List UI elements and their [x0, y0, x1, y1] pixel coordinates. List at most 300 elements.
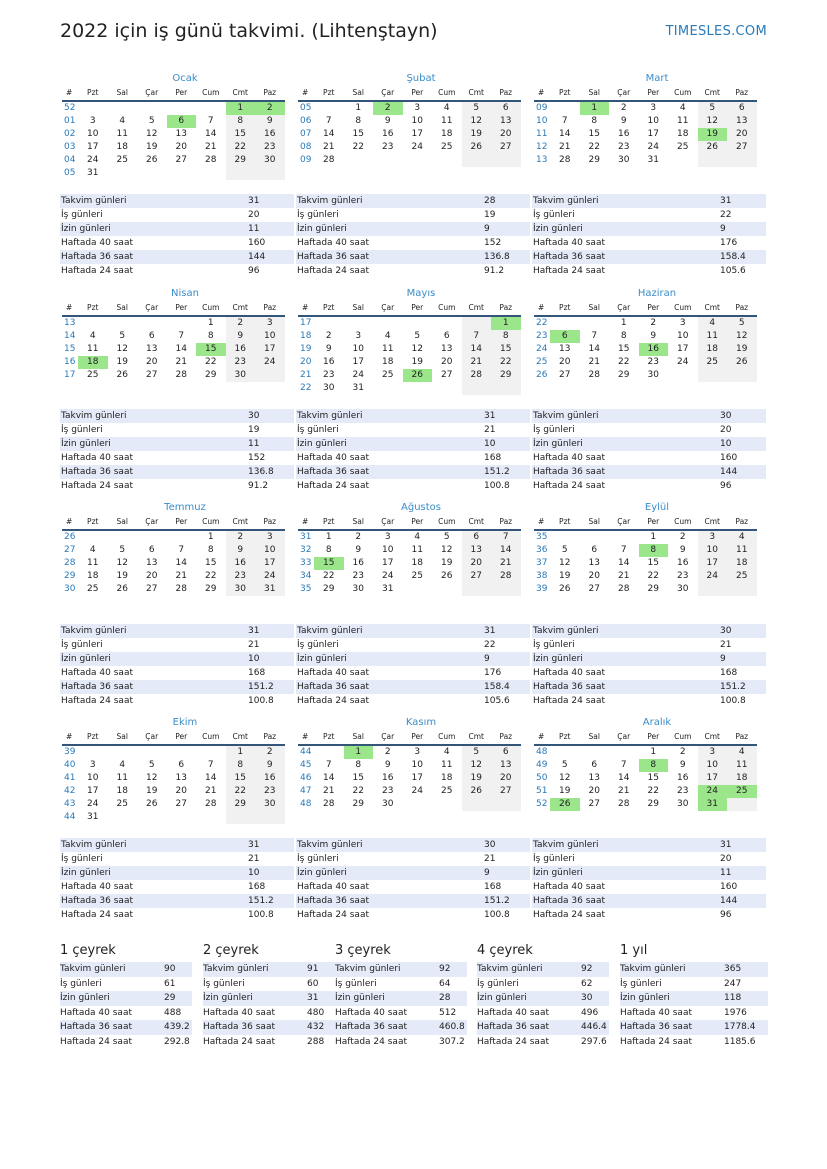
day-cell[interactable]: 1 [325, 532, 332, 542]
day-cell[interactable]: 22 [618, 357, 630, 367]
day-cell[interactable]: 5 [119, 545, 126, 555]
day-cell[interactable]: 26 [727, 356, 757, 369]
day-cell[interactable]: 1 [355, 103, 362, 113]
day-cell[interactable]: 16 [323, 357, 335, 367]
day-cell[interactable]: 28 [559, 155, 571, 165]
day-cell[interactable]: 18 [698, 343, 728, 356]
day-cell[interactable]: 18 [727, 557, 757, 570]
day-cell[interactable]: 26 [116, 370, 128, 380]
day-cell[interactable]: 21 [618, 786, 630, 796]
day-cell[interactable]: 21 [175, 571, 187, 581]
day-cell[interactable]: 12 [559, 558, 571, 568]
day-cell[interactable]: 6 [462, 531, 492, 544]
day-cell[interactable]: 9 [679, 545, 686, 555]
day-cell[interactable]: 30 [255, 798, 285, 811]
day-cell[interactable]: 20 [727, 128, 757, 141]
day-cell[interactable]: 5 [727, 317, 757, 330]
day-cell[interactable]: 30 [323, 383, 335, 393]
day-cell[interactable]: 17 [255, 557, 285, 570]
day-cell[interactable]: 30 [647, 370, 659, 380]
day-cell[interactable]: 16 [618, 129, 630, 139]
day-cell[interactable]: 22 [226, 785, 256, 798]
day-cell[interactable]: 21 [618, 571, 630, 581]
day-cell[interactable]: 19 [116, 571, 128, 581]
holiday-day-cell[interactable]: 31 [698, 798, 728, 811]
day-cell[interactable]: 28 [205, 155, 217, 165]
day-cell[interactable]: 14 [175, 344, 187, 354]
day-cell[interactable]: 1 [620, 318, 627, 328]
day-cell[interactable]: 17 [698, 557, 728, 570]
day-cell[interactable]: 19 [146, 142, 158, 152]
day-cell[interactable]: 13 [727, 115, 757, 128]
day-cell[interactable]: 10 [647, 116, 659, 126]
day-cell[interactable]: 11 [411, 545, 423, 555]
day-cell[interactable]: 4 [679, 103, 686, 113]
day-cell[interactable]: 2 [679, 532, 686, 542]
day-cell[interactable]: 29 [226, 798, 256, 811]
day-cell[interactable]: 19 [727, 343, 757, 356]
day-cell[interactable]: 14 [175, 558, 187, 568]
day-cell[interactable]: 8 [207, 545, 214, 555]
day-cell[interactable]: 5 [148, 760, 155, 770]
day-cell[interactable]: 7 [620, 545, 627, 555]
day-cell[interactable]: 10 [698, 759, 728, 772]
day-cell[interactable]: 8 [207, 331, 214, 341]
day-cell[interactable]: 24 [647, 142, 659, 152]
holiday-day-cell[interactable]: 1 [344, 746, 374, 759]
day-cell[interactable]: 17 [411, 129, 423, 139]
day-cell[interactable]: 30 [226, 583, 256, 596]
day-cell[interactable]: 3 [679, 318, 686, 328]
day-cell[interactable]: 10 [255, 330, 285, 343]
day-cell[interactable]: 13 [491, 759, 521, 772]
day-cell[interactable]: 23 [677, 786, 689, 796]
day-cell[interactable]: 25 [677, 142, 689, 152]
day-cell[interactable]: 19 [559, 571, 571, 581]
day-cell[interactable]: 18 [87, 571, 99, 581]
day-cell[interactable]: 22 [226, 141, 256, 154]
day-cell[interactable]: 31 [647, 155, 659, 165]
day-cell[interactable]: 13 [441, 344, 453, 354]
day-cell[interactable]: 23 [226, 570, 256, 583]
day-cell[interactable]: 14 [205, 773, 217, 783]
holiday-day-cell[interactable]: 18 [78, 356, 108, 369]
day-cell[interactable]: 26 [116, 584, 128, 594]
day-cell[interactable]: 6 [591, 760, 598, 770]
day-cell[interactable]: 11 [382, 344, 394, 354]
holiday-day-cell[interactable]: 15 [314, 557, 344, 570]
holiday-day-cell[interactable]: 24 [698, 785, 728, 798]
day-cell[interactable]: 20 [588, 571, 600, 581]
day-cell[interactable]: 29 [588, 155, 600, 165]
day-cell[interactable]: 9 [255, 759, 285, 772]
day-cell[interactable]: 22 [491, 356, 521, 369]
day-cell[interactable]: 2 [679, 747, 686, 757]
holiday-day-cell[interactable]: 26 [550, 798, 580, 811]
day-cell[interactable]: 24 [352, 370, 364, 380]
day-cell[interactable]: 19 [146, 786, 158, 796]
day-cell[interactable]: 22 [647, 571, 659, 581]
day-cell[interactable]: 8 [355, 116, 362, 126]
day-cell[interactable]: 17 [647, 129, 659, 139]
day-cell[interactable]: 15 [205, 558, 217, 568]
day-cell[interactable]: 13 [146, 558, 158, 568]
day-cell[interactable]: 1 [207, 532, 214, 542]
day-cell[interactable]: 12 [462, 759, 492, 772]
day-cell[interactable]: 14 [618, 558, 630, 568]
day-cell[interactable]: 23 [677, 571, 689, 581]
day-cell[interactable]: 28 [491, 570, 521, 583]
day-cell[interactable]: 13 [175, 129, 187, 139]
day-cell[interactable]: 3 [255, 317, 285, 330]
day-cell[interactable]: 12 [411, 344, 423, 354]
day-cell[interactable]: 25 [727, 570, 757, 583]
day-cell[interactable]: 2 [255, 746, 285, 759]
day-cell[interactable]: 9 [620, 116, 627, 126]
day-cell[interactable]: 6 [591, 545, 598, 555]
day-cell[interactable]: 4 [384, 331, 391, 341]
day-cell[interactable]: 9 [355, 545, 362, 555]
day-cell[interactable]: 26 [559, 584, 571, 594]
day-cell[interactable]: 5 [561, 545, 568, 555]
day-cell[interactable]: 30 [255, 154, 285, 167]
day-cell[interactable]: 18 [727, 772, 757, 785]
day-cell[interactable]: 8 [226, 759, 256, 772]
day-cell[interactable]: 27 [175, 799, 187, 809]
day-cell[interactable]: 20 [491, 772, 521, 785]
day-cell[interactable]: 28 [205, 799, 217, 809]
day-cell[interactable]: 27 [727, 141, 757, 154]
day-cell[interactable]: 6 [443, 331, 450, 341]
day-cell[interactable]: 14 [205, 129, 217, 139]
day-cell[interactable]: 23 [382, 786, 394, 796]
day-cell[interactable]: 17 [87, 786, 99, 796]
holiday-day-cell[interactable]: 15 [196, 343, 226, 356]
day-cell[interactable]: 20 [175, 786, 187, 796]
day-cell[interactable]: 28 [462, 369, 492, 382]
day-cell[interactable]: 18 [441, 129, 453, 139]
day-cell[interactable]: 7 [207, 760, 214, 770]
day-cell[interactable]: 13 [175, 773, 187, 783]
day-cell[interactable]: 2 [620, 103, 627, 113]
day-cell[interactable]: 31 [87, 168, 99, 178]
day-cell[interactable]: 12 [698, 115, 728, 128]
day-cell[interactable]: 27 [491, 785, 521, 798]
day-cell[interactable]: 16 [677, 558, 689, 568]
day-cell[interactable]: 10 [411, 760, 423, 770]
day-cell[interactable]: 29 [323, 584, 335, 594]
day-cell[interactable]: 26 [146, 799, 158, 809]
day-cell[interactable]: 11 [441, 760, 453, 770]
day-cell[interactable]: 11 [727, 759, 757, 772]
day-cell[interactable]: 10 [87, 773, 99, 783]
day-cell[interactable]: 17 [677, 344, 689, 354]
day-cell[interactable]: 3 [650, 103, 657, 113]
day-cell[interactable]: 27 [462, 570, 492, 583]
day-cell[interactable]: 9 [226, 330, 256, 343]
day-cell[interactable]: 4 [414, 532, 421, 542]
day-cell[interactable]: 7 [491, 531, 521, 544]
day-cell[interactable]: 25 [87, 370, 99, 380]
day-cell[interactable]: 28 [175, 370, 187, 380]
day-cell[interactable]: 9 [325, 344, 332, 354]
day-cell[interactable]: 29 [205, 370, 217, 380]
day-cell[interactable]: 28 [175, 584, 187, 594]
day-cell[interactable]: 15 [647, 773, 659, 783]
day-cell[interactable]: 2 [226, 531, 256, 544]
day-cell[interactable]: 30 [382, 799, 394, 809]
day-cell[interactable]: 21 [559, 142, 571, 152]
day-cell[interactable]: 22 [647, 786, 659, 796]
day-cell[interactable]: 1 [207, 318, 214, 328]
day-cell[interactable]: 14 [323, 129, 335, 139]
day-cell[interactable]: 14 [559, 129, 571, 139]
holiday-day-cell[interactable]: 1 [491, 317, 521, 330]
day-cell[interactable]: 6 [491, 102, 521, 115]
day-cell[interactable]: 26 [462, 141, 492, 154]
day-cell[interactable]: 29 [647, 584, 659, 594]
day-cell[interactable]: 17 [352, 357, 364, 367]
day-cell[interactable]: 20 [175, 142, 187, 152]
day-cell[interactable]: 28 [323, 799, 335, 809]
day-cell[interactable]: 31 [382, 584, 394, 594]
day-cell[interactable]: 22 [205, 357, 217, 367]
day-cell[interactable]: 12 [559, 773, 571, 783]
day-cell[interactable]: 21 [205, 142, 217, 152]
day-cell[interactable]: 16 [255, 772, 285, 785]
holiday-day-cell[interactable]: 2 [255, 102, 285, 115]
day-cell[interactable]: 15 [352, 129, 364, 139]
day-cell[interactable]: 12 [116, 558, 128, 568]
holiday-day-cell[interactable]: 6 [550, 330, 580, 343]
day-cell[interactable]: 24 [255, 570, 285, 583]
day-cell[interactable]: 23 [226, 356, 256, 369]
day-cell[interactable]: 17 [698, 772, 728, 785]
day-cell[interactable]: 11 [441, 116, 453, 126]
day-cell[interactable]: 9 [255, 115, 285, 128]
day-cell[interactable]: 5 [698, 102, 728, 115]
day-cell[interactable]: 12 [146, 129, 158, 139]
day-cell[interactable]: 31 [352, 383, 364, 393]
day-cell[interactable]: 9 [226, 544, 256, 557]
day-cell[interactable]: 8 [620, 331, 627, 341]
day-cell[interactable]: 3 [414, 747, 421, 757]
day-cell[interactable]: 4 [89, 545, 96, 555]
day-cell[interactable]: 27 [588, 584, 600, 594]
day-cell[interactable]: 8 [226, 115, 256, 128]
day-cell[interactable]: 25 [116, 155, 128, 165]
day-cell[interactable]: 30 [226, 369, 256, 382]
brand-link[interactable]: TIMESLES.COM [665, 24, 767, 39]
day-cell[interactable]: 24 [87, 155, 99, 165]
day-cell[interactable]: 25 [116, 799, 128, 809]
day-cell[interactable]: 26 [441, 571, 453, 581]
day-cell[interactable]: 24 [255, 356, 285, 369]
holiday-day-cell[interactable]: 6 [167, 115, 197, 128]
day-cell[interactable]: 19 [462, 128, 492, 141]
day-cell[interactable]: 3 [698, 531, 728, 544]
day-cell[interactable]: 14 [618, 773, 630, 783]
day-cell[interactable]: 15 [618, 344, 630, 354]
day-cell[interactable]: 12 [462, 115, 492, 128]
day-cell[interactable]: 24 [698, 570, 728, 583]
day-cell[interactable]: 21 [462, 356, 492, 369]
day-cell[interactable]: 16 [382, 773, 394, 783]
day-cell[interactable]: 6 [178, 760, 185, 770]
day-cell[interactable]: 7 [325, 116, 332, 126]
day-cell[interactable]: 3 [89, 760, 96, 770]
day-cell[interactable]: 20 [462, 557, 492, 570]
day-cell[interactable]: 25 [698, 356, 728, 369]
day-cell[interactable]: 13 [491, 115, 521, 128]
day-cell[interactable]: 4 [119, 116, 126, 126]
day-cell[interactable]: 27 [146, 370, 158, 380]
day-cell[interactable]: 7 [207, 116, 214, 126]
day-cell[interactable]: 28 [618, 584, 630, 594]
day-cell[interactable]: 21 [323, 786, 335, 796]
day-cell[interactable]: 28 [323, 155, 335, 165]
day-cell[interactable]: 6 [148, 545, 155, 555]
day-cell[interactable]: 7 [462, 330, 492, 343]
holiday-day-cell[interactable]: 8 [639, 544, 669, 557]
day-cell[interactable]: 31 [255, 583, 285, 596]
day-cell[interactable]: 21 [588, 357, 600, 367]
day-cell[interactable]: 28 [618, 799, 630, 809]
day-cell[interactable]: 4 [698, 317, 728, 330]
day-cell[interactable]: 16 [677, 773, 689, 783]
day-cell[interactable]: 4 [89, 331, 96, 341]
day-cell[interactable]: 4 [443, 747, 450, 757]
day-cell[interactable]: 18 [116, 786, 128, 796]
day-cell[interactable]: 12 [441, 545, 453, 555]
day-cell[interactable]: 9 [384, 116, 391, 126]
holiday-day-cell[interactable]: 16 [639, 343, 669, 356]
day-cell[interactable]: 6 [727, 102, 757, 115]
day-cell[interactable]: 24 [411, 142, 423, 152]
day-cell[interactable]: 3 [255, 531, 285, 544]
holiday-day-cell[interactable]: 19 [698, 128, 728, 141]
day-cell[interactable]: 6 [148, 331, 155, 341]
day-cell[interactable]: 10 [87, 129, 99, 139]
day-cell[interactable]: 27 [441, 370, 453, 380]
day-cell[interactable]: 10 [352, 344, 364, 354]
day-cell[interactable]: 24 [411, 786, 423, 796]
day-cell[interactable]: 10 [411, 116, 423, 126]
day-cell[interactable]: 18 [411, 558, 423, 568]
day-cell[interactable]: 21 [491, 557, 521, 570]
day-cell[interactable]: 5 [443, 532, 450, 542]
day-cell[interactable]: 21 [323, 142, 335, 152]
day-cell[interactable]: 20 [559, 357, 571, 367]
day-cell[interactable]: 11 [727, 544, 757, 557]
day-cell[interactable]: 13 [146, 344, 158, 354]
day-cell[interactable]: 3 [355, 331, 362, 341]
day-cell[interactable]: 15 [588, 129, 600, 139]
day-cell[interactable]: 21 [175, 357, 187, 367]
day-cell[interactable]: 12 [146, 773, 158, 783]
day-cell[interactable]: 19 [559, 786, 571, 796]
day-cell[interactable]: 5 [119, 331, 126, 341]
day-cell[interactable]: 25 [441, 786, 453, 796]
day-cell[interactable]: 22 [323, 571, 335, 581]
day-cell[interactable]: 14 [588, 344, 600, 354]
day-cell[interactable]: 14 [462, 343, 492, 356]
day-cell[interactable]: 27 [175, 155, 187, 165]
day-cell[interactable]: 3 [384, 532, 391, 542]
day-cell[interactable]: 22 [352, 786, 364, 796]
day-cell[interactable]: 4 [727, 746, 757, 759]
day-cell[interactable]: 3 [414, 103, 421, 113]
day-cell[interactable]: 27 [491, 141, 521, 154]
day-cell[interactable]: 15 [226, 772, 256, 785]
day-cell[interactable]: 6 [491, 746, 521, 759]
day-cell[interactable]: 5 [414, 331, 421, 341]
day-cell[interactable]: 23 [647, 357, 659, 367]
day-cell[interactable]: 7 [178, 331, 185, 341]
day-cell[interactable]: 2 [650, 318, 657, 328]
day-cell[interactable]: 16 [382, 129, 394, 139]
day-cell[interactable]: 11 [677, 116, 689, 126]
day-cell[interactable]: 18 [441, 773, 453, 783]
day-cell[interactable]: 27 [146, 584, 158, 594]
day-cell[interactable]: 3 [89, 116, 96, 126]
day-cell[interactable]: 30 [618, 155, 630, 165]
day-cell[interactable]: 18 [677, 129, 689, 139]
day-cell[interactable]: 24 [382, 571, 394, 581]
day-cell[interactable]: 15 [226, 128, 256, 141]
day-cell[interactable]: 12 [727, 330, 757, 343]
day-cell[interactable]: 23 [255, 141, 285, 154]
day-cell[interactable]: 8 [491, 330, 521, 343]
day-cell[interactable]: 16 [352, 558, 364, 568]
day-cell[interactable]: 17 [87, 142, 99, 152]
day-cell[interactable]: 20 [146, 357, 158, 367]
day-cell[interactable]: 7 [561, 116, 568, 126]
day-cell[interactable]: 30 [677, 584, 689, 594]
holiday-day-cell[interactable]: 1 [580, 102, 610, 115]
day-cell[interactable]: 14 [323, 773, 335, 783]
day-cell[interactable]: 11 [698, 330, 728, 343]
day-cell[interactable]: 1 [226, 746, 256, 759]
day-cell[interactable]: 19 [411, 357, 423, 367]
day-cell[interactable]: 8 [325, 545, 332, 555]
day-cell[interactable]: 11 [87, 344, 99, 354]
day-cell[interactable]: 19 [462, 772, 492, 785]
day-cell[interactable]: 31 [87, 812, 99, 822]
day-cell[interactable]: 17 [255, 343, 285, 356]
day-cell[interactable]: 7 [325, 760, 332, 770]
day-cell[interactable]: 9 [384, 760, 391, 770]
holiday-day-cell[interactable]: 25 [727, 785, 757, 798]
day-cell[interactable]: 15 [647, 558, 659, 568]
day-cell[interactable]: 5 [462, 102, 492, 115]
day-cell[interactable]: 29 [647, 799, 659, 809]
day-cell[interactable]: 8 [591, 116, 598, 126]
day-cell[interactable]: 23 [618, 142, 630, 152]
day-cell[interactable]: 25 [87, 584, 99, 594]
day-cell[interactable]: 21 [205, 786, 217, 796]
day-cell[interactable]: 20 [491, 128, 521, 141]
day-cell[interactable]: 7 [591, 331, 598, 341]
day-cell[interactable]: 28 [588, 370, 600, 380]
day-cell[interactable]: 3 [698, 746, 728, 759]
day-cell[interactable]: 18 [116, 142, 128, 152]
day-cell[interactable]: 9 [650, 331, 657, 341]
day-cell[interactable]: 26 [698, 141, 728, 154]
day-cell[interactable]: 14 [491, 544, 521, 557]
day-cell[interactable]: 2 [226, 317, 256, 330]
holiday-day-cell[interactable]: 8 [639, 759, 669, 772]
